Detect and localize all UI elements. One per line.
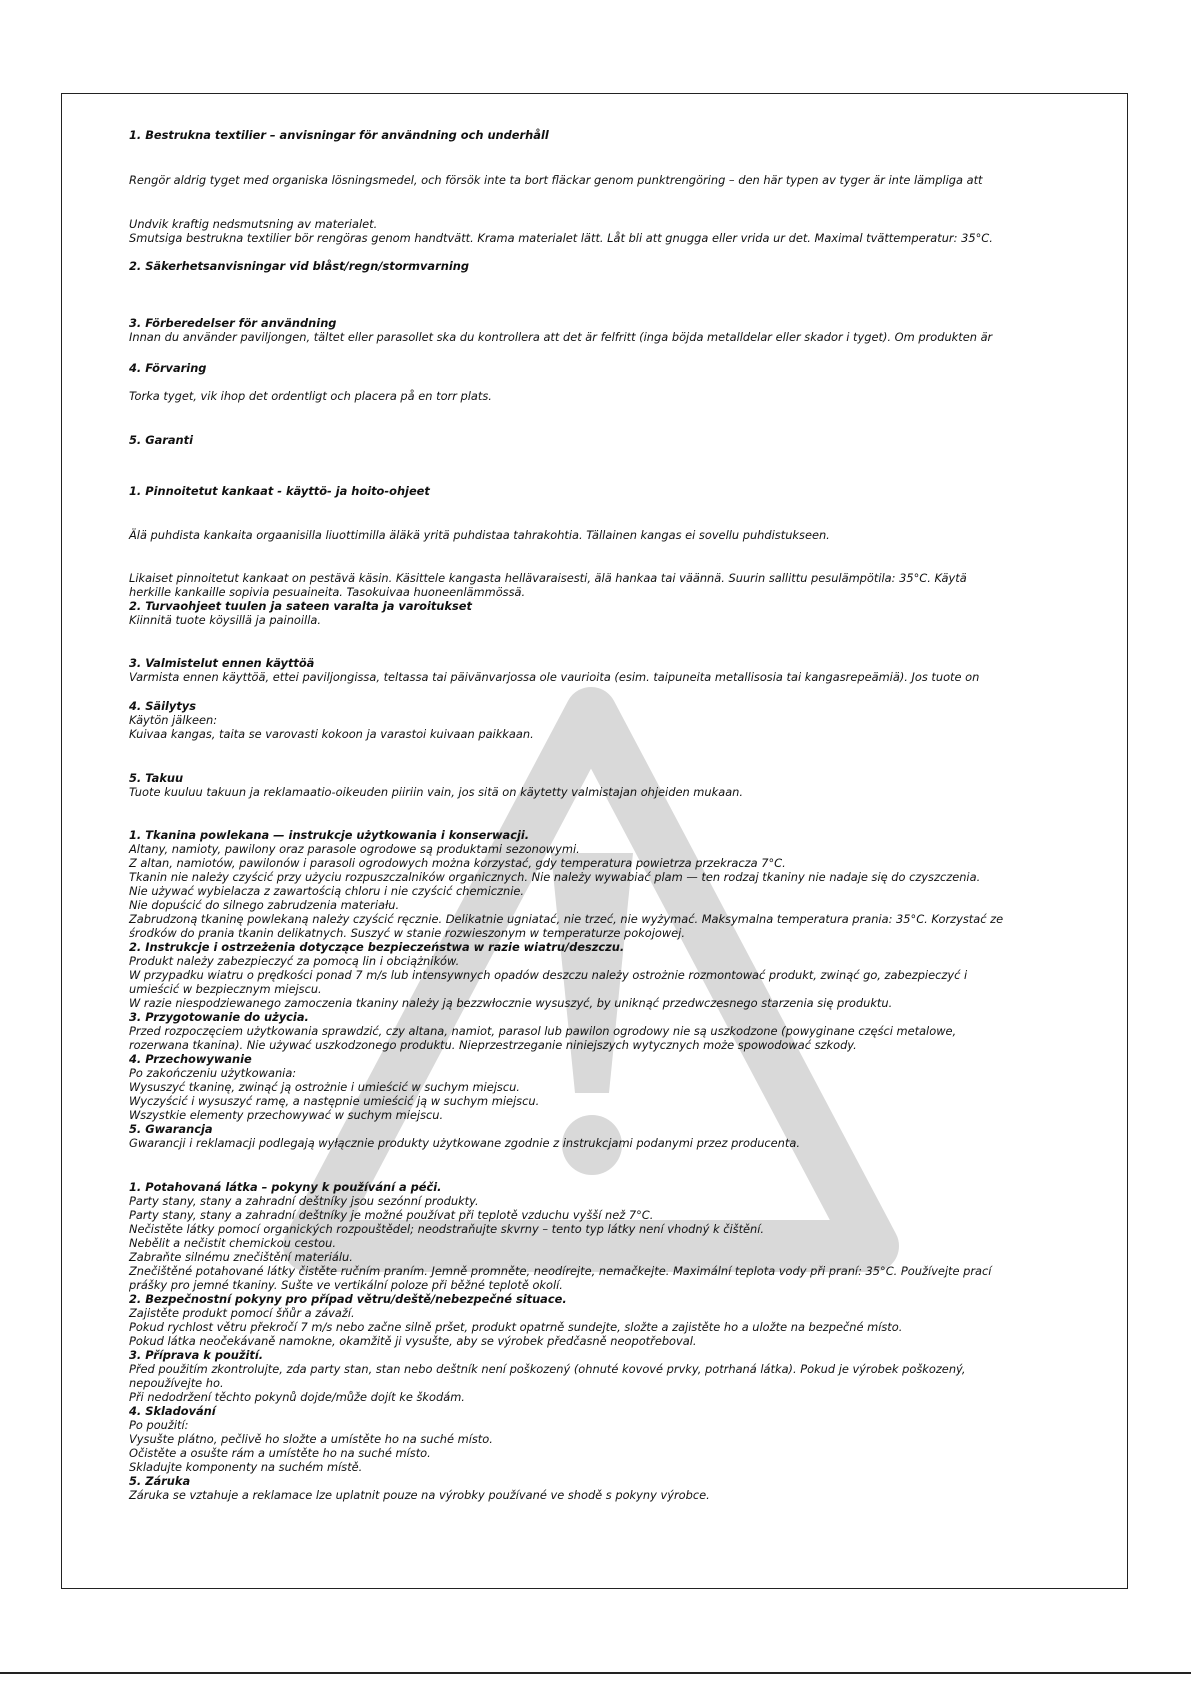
paragraph-line: rozerwana tkanina). Nie używać uszkodzonego produktu. Nieprzestrzeganie niniejszych wytycznych może spowodować szkody. [129, 1038, 857, 1052]
paragraph-line: Před použitím zkontrolujte, zda party stan, stan nebo deštník není poškozený (ohnuté kovové prvky, potrhaná látka). Pokud je výrobek poškozený, [129, 1362, 966, 1376]
paragraph-line: Zabraňte silnému znečištění materiálu. [129, 1250, 353, 1264]
paragraph-line: Zajistěte produkt pomocí šňůr a závaží. [129, 1306, 355, 1320]
paragraph-line: W razie niespodziewanego zamoczenia tkaniny należy ją bezzwłocznie wysuszyć, by uniknąć przedwczesnego starzenia się produktu. [129, 996, 893, 1010]
paragraph-line: Älä puhdista kankaita orgaanisilla liuottimilla äläkä yritä puhdistaa tahrakohtia. Tällainen kangas ei sovellu puhdistukseen. [129, 528, 830, 542]
paragraph-line: Nečistěte látky pomocí organických rozpouštědel; neodstraňujte skvrny – tento typ látky není vhodný k čištění. [129, 1222, 765, 1236]
paragraph-line: Gwarancji i reklamacji podlegają wyłącznie produkty użytkowane zgodnie z instrukcjami podanymi przez producenta. [129, 1136, 800, 1150]
paragraph-line: Rengör aldrig tyget med organiska lösningsmedel, och försök inte ta bort fläckar genom punktrengöring – den här typen av tyger är inte lämpliga att [129, 173, 983, 187]
paragraph-line: Wyczyścić i wysuszyć ramę, a następnie umieścić ją w suchym miejscu. [129, 1094, 540, 1108]
paragraph-line: Przed rozpoczęciem użytkowania sprawdzić, czy altana, namiot, parasol lub pawilon ogrodowy nie są uszkodzone (powyginane części metalowe, [129, 1024, 957, 1038]
paragraph-line: środków do prania tkanin delikatnych. Suszyć w stanie rozwieszonym w temperaturze pokojowej. [129, 926, 685, 940]
paragraph-line: Likaiset pinnoitetut kankaat on pestävä käsin. Käsittele kangasta hellävaraisesti, älä hankaa tai väännä. Suurin sallittu pesulämpötila: 35°C. Käytä [129, 571, 967, 585]
paragraph-line: Očistěte a osušte rám a umístěte ho na suché místo. [129, 1446, 431, 1460]
page-bottom-rule [0, 1672, 1191, 1678]
section-heading: 1. Potahovaná látka – pokyny k používání a péči. [129, 1180, 442, 1194]
section-heading: 2. Instrukcje i ostrzeżenia dotyczące bezpieczeństwa w razie wiatru/deszczu. [129, 940, 625, 954]
section-heading: 5. Záruka [129, 1474, 191, 1488]
paragraph-line: Z altan, namiotów, pawilonów i parasoli ogrodowych można korzystać, gdy temperatura powietrza przekracza 7°C. [129, 856, 786, 870]
section-heading: 4. Säilytys [129, 699, 196, 713]
paragraph-line: Skladujte komponenty na suchém místě. [129, 1460, 363, 1474]
paragraph-line: Altany, namioty, pawilony oraz parasole ogrodowe są produktami sezonowymi. [129, 842, 580, 856]
paragraph-line: umieścić w bezpiecznym miejscu. [129, 982, 322, 996]
section-heading: 3. Förberedelser för användning [129, 316, 337, 330]
paragraph-line: Záruka se vztahuje a reklamace lze uplatnit pouze na výrobky používané ve shodě s pokyny výrobce. [129, 1488, 710, 1502]
paragraph-line: Undvik kraftig nedsmutsning av materialet. [129, 217, 378, 231]
paragraph-line: Wysuszyć tkaninę, zwinąć ją ostrożnie i umieścić w suchym miejscu. [129, 1080, 520, 1094]
section-heading: 4. Skladování [129, 1404, 216, 1418]
paragraph-line: Vysušte plátno, pečlivě ho složte a umístěte ho na suché místo. [129, 1432, 493, 1446]
paragraph-line: Pokud rychlost větru překročí 7 m/s nebo začne silně pršet, produkt opatrně sundejte, složte a zajistěte ho a uložte na bezpečné místo. [129, 1320, 903, 1334]
paragraph-line: Tuote kuuluu takuun ja reklamaatio-oikeuden piiriin vain, jos sitä on käytetty valmistajan ohjeiden mukaan. [129, 785, 744, 799]
paragraph-line: Smutsiga bestrukna textilier bör rengöras genom handtvätt. Krama materialet lätt. Låt bli att gnugga eller vrida ur det. Maximal tvättemperatur: 35°C. [129, 231, 993, 245]
paragraph-line: Torka tyget, vik ihop det ordentligt och placera på en torr plats. [129, 389, 492, 403]
paragraph-line: Při nedodržení těchto pokynů dojde/může dojít ke škodám. [129, 1390, 465, 1404]
section-heading: 2. Turvaohjeet tuulen ja sateen varalta ja varoitukset [129, 599, 472, 613]
paragraph-line: nepoužívejte ho. [129, 1376, 224, 1390]
paragraph-line: Zabrudzoną tkaninę powlekaną należy czyścić ręcznie. Delikatnie ugniatać, nie trzeć, nie wyżymać. Maksymalna temperatura prania: 35°C. Korzystać ze [129, 912, 1004, 926]
paragraph-line: Tkanin nie należy czyścić przy użyciu rozpuszczalników organicznych. Nie należy wywabiać plam — ten rodzaj tkaniny nie nadaje się do czyszczenia. [129, 870, 981, 884]
paragraph-line: Party stany, stany a zahradní deštníky jsou sezónní produkty. [129, 1194, 479, 1208]
paragraph-line: herkille kankaille sopivia pesuaineita. Tasokuivaa huoneenlämmössä. [129, 585, 526, 599]
paragraph-line: Wszystkie elementy przechowywać w suchym miejscu. [129, 1108, 444, 1122]
section-heading: 3. Příprava k použití. [129, 1348, 264, 1362]
section-heading: 5. Takuu [129, 771, 184, 785]
paragraph-line: Käytön jälkeen: [129, 713, 218, 727]
paragraph-line: Znečištěné potahované látky čistěte ručním praním. Jemně promněte, neodírejte, nemačkejte. Maximální teplota vody při praní: 35°C. Používejte prací [129, 1264, 992, 1278]
paragraph-line: Kiinnitä tuote köysillä ja painoilla. [129, 613, 321, 627]
paragraph-line: Nebělit a nečistit chemickou cestou. [129, 1236, 336, 1250]
paragraph-line: prášky pro jemné tkaniny. Sušte ve vertikální poloze při běžné teplotě okolí. [129, 1278, 563, 1292]
section-heading: 4. Förvaring [129, 361, 207, 375]
paragraph-line: Innan du använder paviljongen, tältet eller parasollet ska du kontrollera att det är felfritt (inga böjda metalldelar eller skador i tyget). Om produkten är [129, 330, 993, 344]
section-heading: 4. Przechowywanie [129, 1052, 252, 1066]
section-heading: 1. Bestrukna textilier – anvisningar för användning och underhåll [129, 128, 549, 142]
paragraph-line: Po zakończeniu użytkowania: [129, 1066, 297, 1080]
paragraph-line: Pokud látka neočekávaně namokne, okamžitě ji vysušte, aby se výrobek předčasně neopotřeboval. [129, 1334, 697, 1348]
section-heading: 3. Przygotowanie do użycia. [129, 1010, 309, 1024]
paragraph-line: W przypadku wiatru o prędkości ponad 7 m/s lub intensywnych opadów deszczu należy ostrożnie rozmontować produkt, zwinąć go, zabezpieczyć i [129, 968, 968, 982]
paragraph-line: Nie dopuścić do silnego zabrudzenia materiału. [129, 898, 400, 912]
paragraph-line: Nie używać wybielacza z zawartością chloru i nie czyścić chemicznie. [129, 884, 524, 898]
paragraph-line: Produkt należy zabezpieczyć za pomocą lin i obciążników. [129, 954, 460, 968]
section-heading: 2. Säkerhetsanvisningar vid blåst/regn/stormvarning [129, 259, 470, 273]
section-heading: 2. Bezpečnostní pokyny pro případ větru/deště/nebezpečné situace. [129, 1292, 567, 1306]
paragraph-line: Kuivaa kangas, taita se varovasti kokoon ja varastoi kuivaan paikkaan. [129, 727, 534, 741]
paragraph-line: Party stany, stany a zahradní deštníky je možné používat při teplotě vzduchu vyšší než 7°C. [129, 1208, 654, 1222]
section-heading: 1. Pinnoitetut kankaat - käyttö- ja hoito-ohjeet [129, 484, 430, 498]
paragraph-line: Varmista ennen käyttöä, ettei paviljongissa, teltassa tai päivänvarjossa ole vaurioita (esim. taipuneita metallisosia tai kangasrepeämiä). Jos tuote on [129, 670, 980, 684]
paragraph-line: Po použití: [129, 1418, 189, 1432]
section-heading: 3. Valmistelut ennen käyttöä [129, 656, 315, 670]
section-heading: 1. Tkanina powlekana — instrukcje użytkowania i konserwacji. [129, 828, 530, 842]
section-heading: 5. Gwarancja [129, 1122, 213, 1136]
section-heading: 5. Garanti [129, 433, 194, 447]
